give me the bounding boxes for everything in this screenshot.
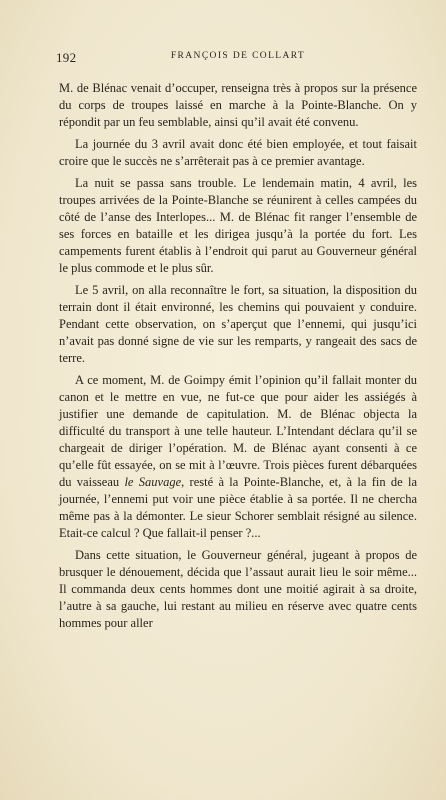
paragraph-text: Dans cette situation, le Gouverneur général, jugeant à propos de brusquer le dénouement, décida que l’assaut aurait lieu le soir même... Il commanda deux cents hommes dont une moitié agirait à sa droite, l’autre à sa gauche, lui restant au milieu en réserve avec quatre cents hommes pour aller bbox=[59, 548, 417, 630]
paragraph bbox=[59, 175, 417, 277]
paragraph-text: , resté à la Pointe-Blanche, et, à la fin de la journée, l’ennemi put voir une pièce établie à sa portée. Il ne chercha même pas à la démonter. Le sieur Schorer semblait résigné au silence. Etait-ce calcul ? Que fallait-il penser ?... bbox=[59, 475, 417, 540]
paragraph-text: Le 5 avril, on alla reconnaître le fort, sa situation, la disposition du terrain dont il était environné, les chemins qui pouvaient y conduire. Pendant cette observation, on s’aperçut que l’ennemi, qui jusqu’ici n’avait pas donné signe de vie sur les remparts, y rangeait des sacs de terre. bbox=[59, 283, 417, 365]
paragraph-text: La journée du 3 avril avait donc été bien employée, et tout faisait croire que le succès ne s’arrêterait pas à ce premier avantage. bbox=[59, 137, 417, 168]
paragraph-text: La nuit se passa sans trouble. Le lendemain matin, 4 avril, les troupes arrivées de la Pointe-Blanche se réunirent à celles campées du côté de l’anse des Interlopes... M. de Blénac fit ranger l’ensemble de ses forces en bataille et les dirigea jusqu’à la portée du fort. Les campements furent établis à l’endroit qui parut au Gouverneur général le plus commode et le plus sûr. bbox=[59, 176, 417, 275]
paragraph bbox=[59, 547, 417, 632]
page-header bbox=[56, 50, 420, 66]
page-number: 192 bbox=[56, 50, 77, 65]
paragraph bbox=[59, 282, 417, 367]
paragraph-text: M. de Blénac venait d’occuper, renseigna très à propos sur la présence du corps de troupes laissé en marche à la Pointe-Blanche. On y répondit par un feu semblable, ainsi qu’il avait été convenu. bbox=[59, 81, 417, 129]
paragraph-text: A ce moment, M. de Goimpy émit l’opinion qu’il fallait monter du canon et le mettre en vue, ne fut-ce que pour aider les assiégés à justifier une demande de capitulation. M. de Blénac objecta la difficulté du transport à une telle hauteur. L’Intendant déclara qu’il se chargeait de diriger l’opération. M. de Blénac ayant consenti à ce qu’elle fût essayée, on se mit à l’œuvre. Trois pièces furent débarquées du vaisseau bbox=[59, 373, 417, 489]
page-body bbox=[59, 80, 417, 637]
ship-name-italic: le Sauvage bbox=[124, 475, 182, 489]
paragraph bbox=[59, 372, 417, 542]
running-title: FRANÇOIS DE COLLART bbox=[170, 51, 306, 61]
paragraph bbox=[59, 80, 417, 131]
paragraph bbox=[59, 136, 417, 170]
